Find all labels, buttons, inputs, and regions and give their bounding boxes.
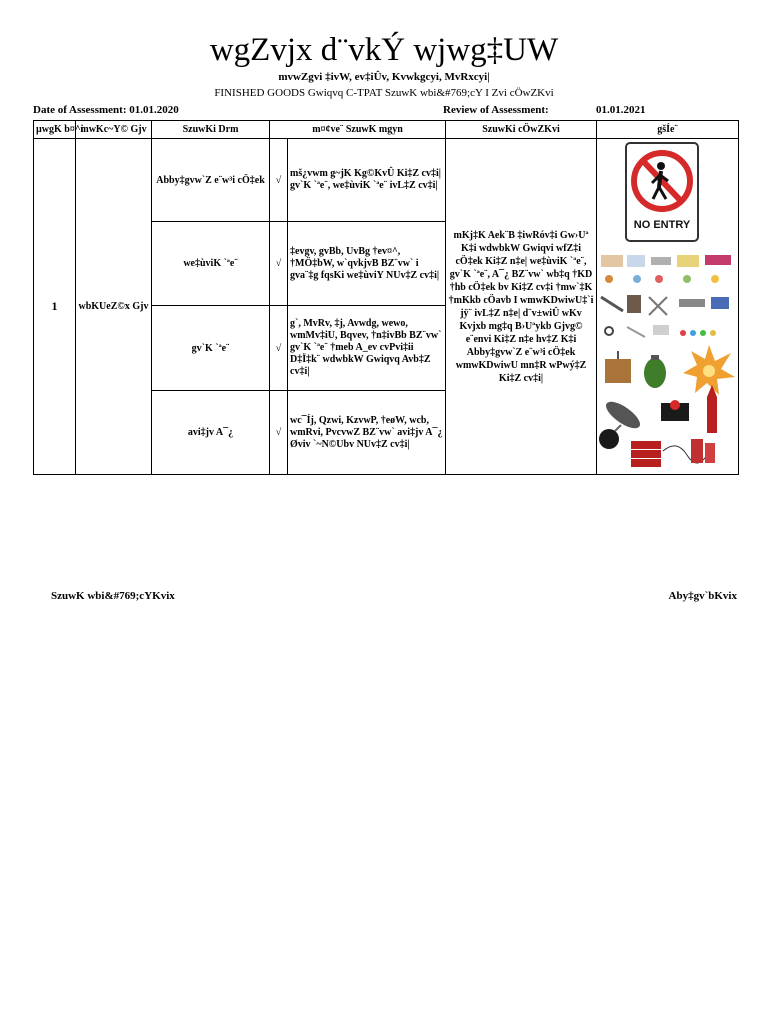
table-row bbox=[34, 139, 739, 222]
no-entry-sign-icon bbox=[626, 143, 698, 241]
header-area: mwKc~Y© Gjv bbox=[76, 121, 152, 139]
risk-source: gv`K `ªe¨ bbox=[152, 305, 270, 391]
review-date: 01.01.2021 bbox=[596, 104, 646, 116]
risk-description: wc¯Íj, Qzwi, KzvwP, †eøW, wcb, wmRvi, PvcvwZ BZ¨vw` avi‡jv A¯¿ Øviv `~N©Ubv NUv‡Z cv‡i| bbox=[288, 391, 446, 475]
remarks-illustration bbox=[597, 139, 739, 471]
serial-number: 1 bbox=[34, 139, 76, 475]
risk-source: avi‡jv A¯¿ bbox=[152, 391, 270, 475]
weapons-icon bbox=[601, 295, 729, 337]
header-risk-source: SzuwKi Drm bbox=[152, 121, 270, 139]
risk-source: we‡ùviK `ªe¨ bbox=[152, 222, 270, 305]
drugs-icon bbox=[601, 255, 731, 283]
no-entry-text: NO ENTRY bbox=[633, 219, 691, 231]
risk-description: ‡evgv, gvBb, UvBg †ev¤^, †MÖ‡bW, w`qvkjvB BZ¨vw` i gva¨‡g fqsKi we‡ùviY NUv‡Z cv‡i| bbox=[288, 222, 446, 305]
check-mark: √ bbox=[270, 139, 288, 222]
risk-description: g`, MvRv, ‡j, Avwdg, wewo, wmMv‡iU, Bqvev, †n‡ivBb BZ¨vw` gv`K `ªe¨ †meb A_ev cvPvi‡ii D‡Ï‡k¨ wdwbkW Gwiqvq Avb‡Z cv‡i| bbox=[288, 305, 446, 391]
risk-assessor-signature-label: SzuwK wbi&#769;cYKvix bbox=[51, 590, 175, 602]
assessment-dates bbox=[33, 104, 738, 118]
company-title: wgZvjx d¨vkÝ wjwg‡UW bbox=[209, 32, 559, 68]
risk-source: Abby‡gvw`Z e¨w³i cÖ‡ek bbox=[152, 139, 270, 222]
area-name: wbKUeZ©x Gjv bbox=[76, 139, 152, 475]
mitigation-text: mKj‡K Aek¨B ‡iwRóv‡i Gw›Uª K‡i wdwbkW Gwiqvi wfZ‡i cÖ‡ek Ki‡Z n‡e| we‡ùviK `ªe¨, gv`K `ªe¨, A¯¿ BZ¨vw` wb‡q †KD †hb cÖ‡ek bv Ki‡Z cv‡i †mw`‡K †mKkb cÖavb I wmwKDwiwU‡`i jÿ¨ ivL‡Z n‡e| d¨v±wiÛ wKv Kvjxb mg‡q B›Uªykb Gjvg© e¨envi Ki‡Z n‡e hv‡Z K‡i Abby‡gvw`Z e¨w³i cÖ‡ek wmwKDwiwU mn‡R wPwý‡Z Ki‡Z cv‡i| bbox=[446, 139, 597, 475]
header-remarks: gšÍe¨ bbox=[597, 121, 739, 139]
check-mark: √ bbox=[270, 222, 288, 305]
date-of-assessment: Date of Assessment: 01.01.2020 bbox=[33, 104, 179, 116]
check-mark: √ bbox=[270, 391, 288, 475]
risk-assessment-table bbox=[33, 120, 739, 475]
company-address: mvwZgvi ‡ivW, ev‡iÛv, Kvwkgcyi, MvRxcyi| bbox=[278, 71, 490, 83]
explosives-icon bbox=[599, 345, 735, 467]
table-header-row bbox=[34, 121, 739, 139]
header-serial: µwgK b¤^i bbox=[34, 121, 76, 139]
check-mark: √ bbox=[270, 305, 288, 391]
header-possible-risks: m¤¢ve¨ SzuwK mgyn bbox=[270, 121, 446, 139]
risk-description: mš¿vwm g~jK Kg©KvÛ Ki‡Z cv‡i| gv`K `ªe¨, we‡ùviK `ªe¨ ivL‡Z cv‡i| bbox=[288, 139, 446, 222]
document-title: FINISHED GOODS Gwiqvq C-TPAT SzuwK wbi&#769;cY I Zvi cÖwZKvi bbox=[214, 87, 554, 99]
header-mitigation: SzuwKi cÖwZKvi bbox=[446, 121, 597, 139]
review-of-assessment-label: Review of Assessment: bbox=[443, 104, 549, 116]
approver-signature-label: Aby‡gv`bKvix bbox=[668, 590, 737, 602]
remarks-images bbox=[597, 139, 739, 475]
